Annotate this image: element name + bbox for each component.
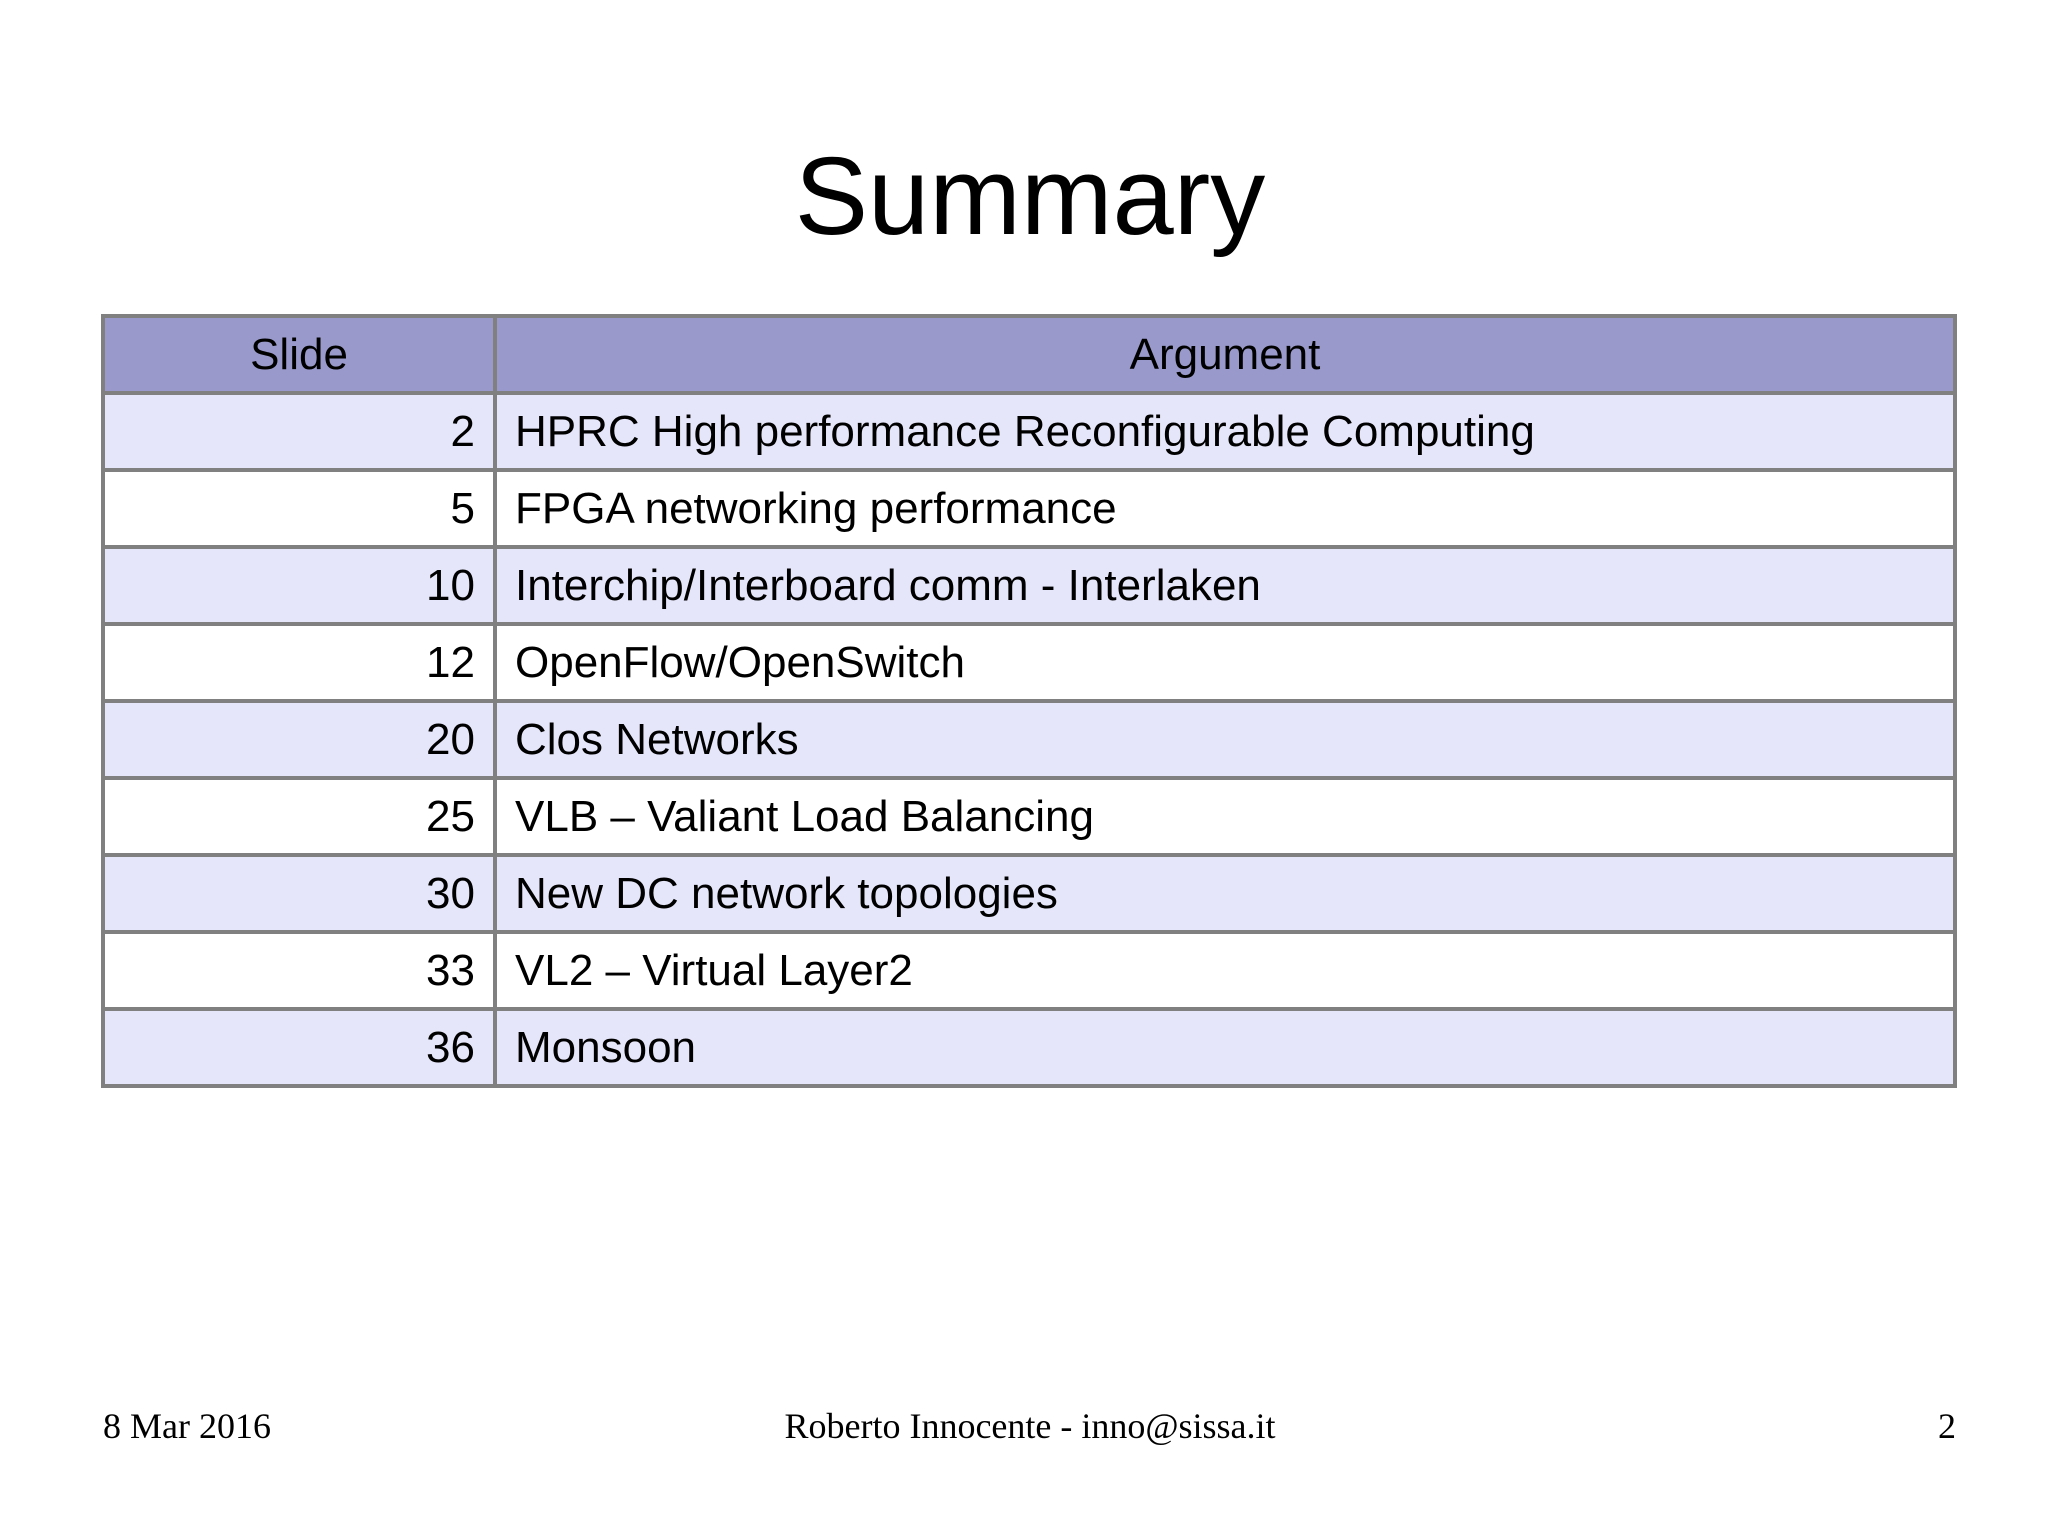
footer-author: Roberto Innocente - inno@sissa.it [784, 1406, 1276, 1446]
table-row [103, 547, 1955, 624]
row-slide-number: 30 [103, 855, 495, 932]
row-slide-number: 25 [103, 778, 495, 855]
row-argument: Interchip/Interboard comm - Interlaken [495, 547, 1955, 624]
header-slide: Slide [103, 316, 495, 393]
row-slide-number: 2 [103, 393, 495, 470]
row-slide-number: 12 [103, 624, 495, 701]
row-slide-number: 5 [103, 470, 495, 547]
table-header-row [103, 316, 1955, 393]
footer-date: 8 Mar 2016 [103, 1406, 271, 1446]
table-row [103, 624, 1955, 701]
slide-title: Summary [794, 135, 1266, 258]
row-slide-number: 20 [103, 701, 495, 778]
row-argument: VL2 – Virtual Layer2 [495, 932, 1955, 1009]
table-row [103, 393, 1955, 470]
row-slide-number: 33 [103, 932, 495, 1009]
footer-page-number: 2 [1938, 1406, 1956, 1446]
table-row [103, 701, 1955, 778]
row-argument: OpenFlow/OpenSwitch [495, 624, 1955, 701]
header-argument: Argument [495, 316, 1955, 393]
row-argument: New DC network topologies [495, 855, 1955, 932]
row-argument: HPRC High performance Reconfigurable Computing [495, 393, 1955, 470]
row-argument: FPGA networking performance [495, 470, 1955, 547]
summary-table [101, 314, 1957, 1088]
row-argument: Clos Networks [495, 701, 1955, 778]
row-argument: VLB – Valiant Load Balancing [495, 778, 1955, 855]
table-row [103, 1009, 1955, 1086]
table-row [103, 778, 1955, 855]
table-body [103, 393, 1955, 1086]
row-slide-number: 36 [103, 1009, 495, 1086]
row-argument: Monsoon [495, 1009, 1955, 1086]
row-slide-number: 10 [103, 547, 495, 624]
table-row [103, 932, 1955, 1009]
table-row [103, 470, 1955, 547]
table-row [103, 855, 1955, 932]
